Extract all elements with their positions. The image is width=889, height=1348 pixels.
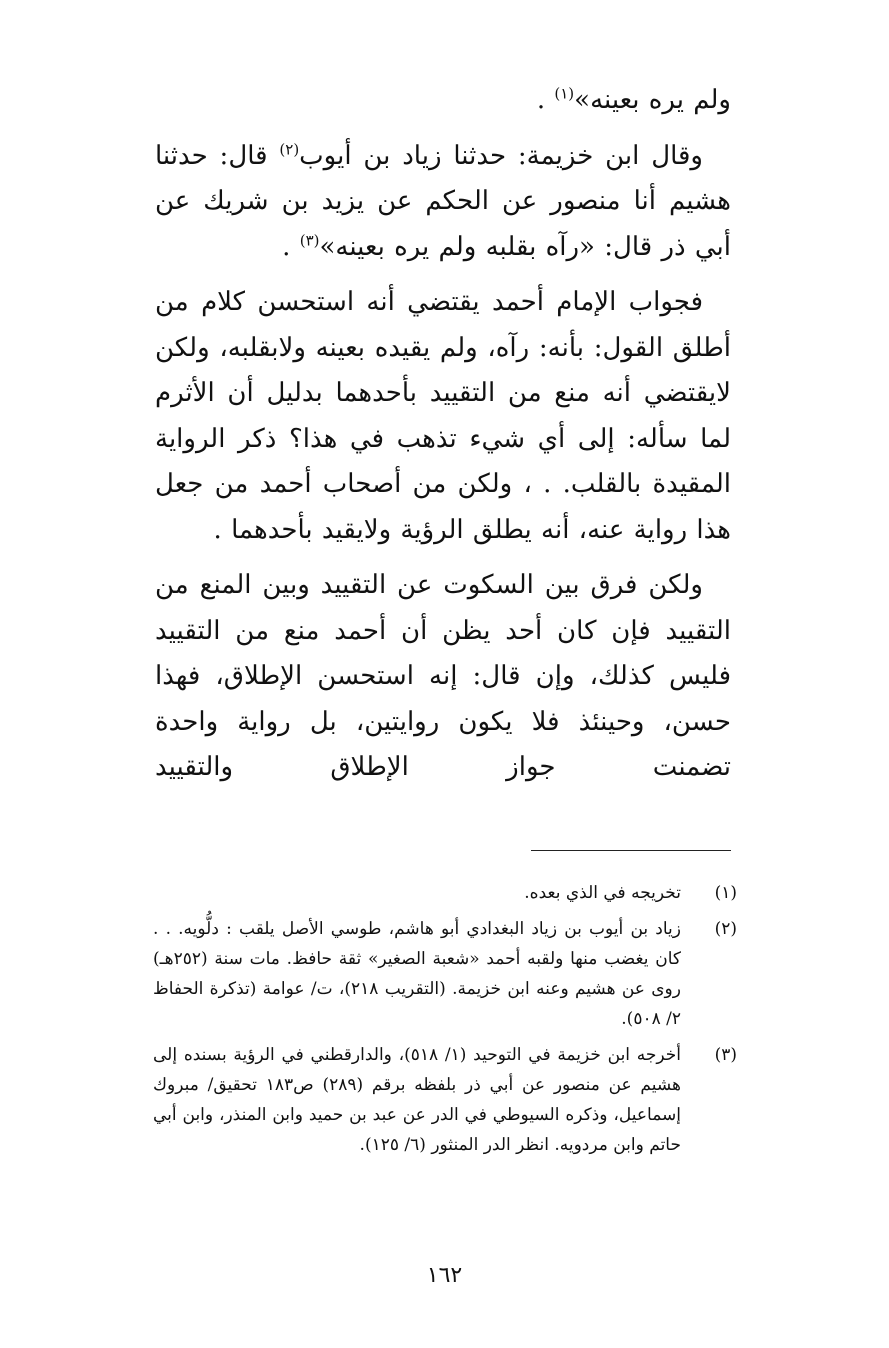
footnote-number: (١) xyxy=(714,883,737,903)
paragraph-text: قال: حدثنا هشيم أنا منصور عن الحكم عن يزيد بن شريك عن أبي ذر قال: «رآه بقلبه ولم يره بعينه» xyxy=(155,140,731,262)
paragraph-text: ولكن فرق بين السكوت عن التقييد وبين المنع من التقييد فإن كان أحد يظن أن أحمد منع من التقييد فليس كذلك، وإن قال: إنه استحسن الإطلاق، فهذا حسن، وحينئذ فلا يكون روايتين، بل رواية واحدة تضمنت جواز الإطلاق والتقييد xyxy=(155,570,731,782)
footnote-number: (٢) xyxy=(714,919,737,939)
footnote-divider xyxy=(531,850,731,851)
body-paragraph xyxy=(155,280,731,553)
footnote xyxy=(153,914,737,1034)
footnote-reference: (١) xyxy=(554,84,575,103)
body-paragraph xyxy=(155,134,731,271)
footnote-text: زياد بن أيوب بن زياد البغدادي أبو هاشم، طوسي الأصل يلقب : دلُّويه. . . كان يغضب منها ولقبه أحمد «شعبة الصغير» ثقة حافظ. مات سنة (٢٥٢هـ) روى عن هشيم وعنه ابن خزيمة. (التقريب ٢١٨)، ت/ عوامة (تذكرة الحفاظ ٢/ ٥٠٨). xyxy=(153,919,681,1029)
body-paragraph xyxy=(155,563,731,791)
paragraph-text: . xyxy=(536,85,555,115)
paragraph-text: . xyxy=(282,231,300,262)
page-number: ١٦٢ xyxy=(426,1263,463,1288)
paragraph-text: ولم يره بعينه» xyxy=(574,85,731,115)
footnote xyxy=(153,1040,737,1160)
main-text xyxy=(155,78,731,791)
footnote-text: تخريجه في الذي بعده. xyxy=(524,883,681,903)
footnote-number: (٣) xyxy=(714,1045,737,1065)
paragraph-text: وقال ابن خزيمة: حدثنا زياد بن أيوب xyxy=(299,140,703,171)
footnote xyxy=(153,878,737,908)
footnote-text: أخرجه ابن خزيمة في التوحيد (١/ ٥١٨)، والدارقطني في الرؤية بسنده إلى هشيم عن منصور عن أبي ذر بلفظه برقم (٢٨٩) ص١٨٣ تحقيق/ مبروك إسماعيل، وذكره السيوطي في الدر عن عبد بن حميد وابن المنذر، وابن أبي حاتم وابن مردويه. انظر الدر المنثور (٦/ ١٢٥). xyxy=(153,1045,682,1155)
footnotes xyxy=(153,878,737,1166)
footnote-reference: (٣) xyxy=(299,230,320,249)
paragraph-text: فجواب الإمام أحمد يقتضي أنه استحسن كلام من أطلق القول: بأنه: رآه، ولم يقيده بعينه ولابقلبه، ولكن لايقتضي أنه منع من التقييد بأحدهما بدليل أن الأثرم لما سأله: إلى أي شيء تذهب في هذا؟ ذكر الرواية المقيدة بالقلب. . ، ولكن من أصحاب أحمد من جعل هذا رواية عنه، أنه يطلق الرؤية ولايقيد بأحدهما . xyxy=(155,287,731,545)
footnote-reference: (٢) xyxy=(279,139,300,158)
body-paragraph xyxy=(155,78,731,124)
